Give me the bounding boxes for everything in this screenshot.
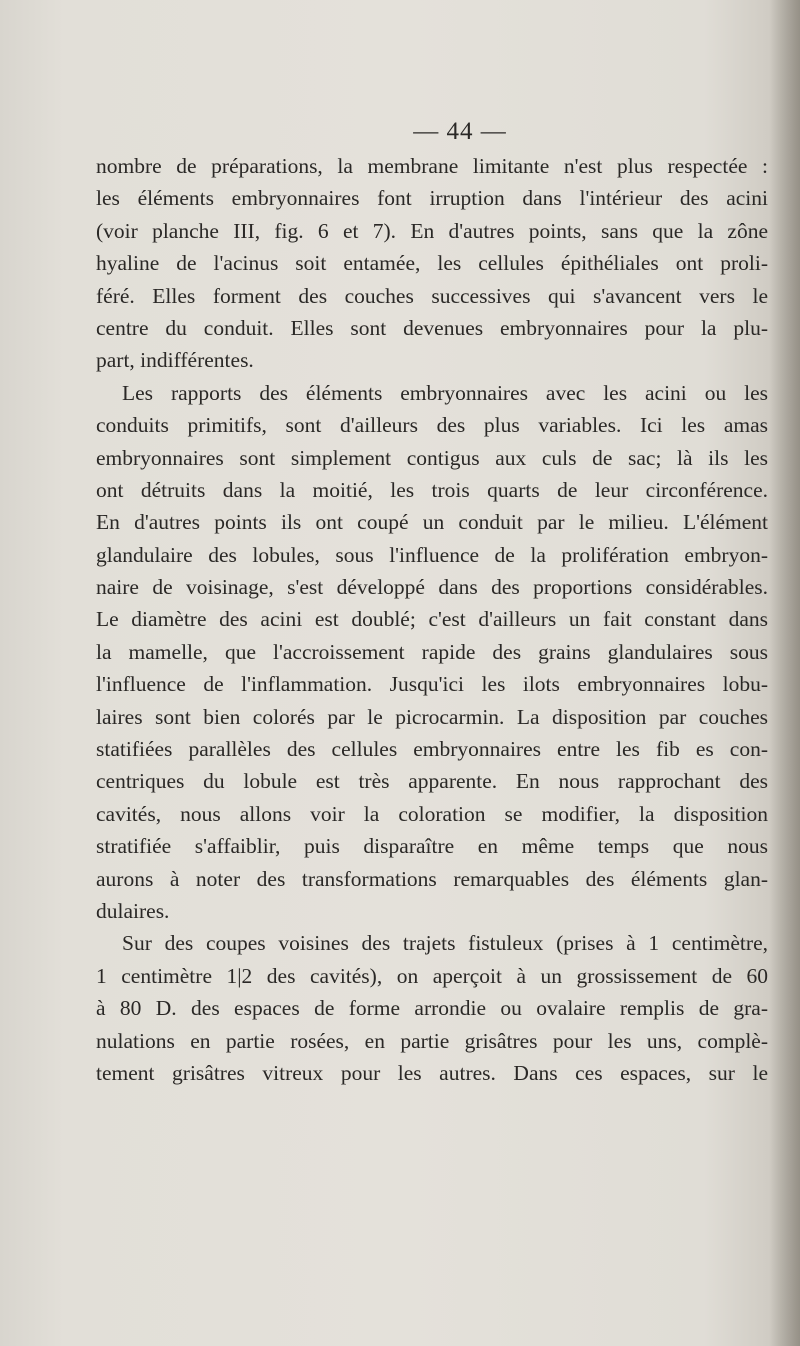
text-line: la mamelle, que l'accroissement rapide des grains glandulaires sous xyxy=(96,639,768,664)
text-line: naire de voisinage, s'est développé dans des proportions considérables. xyxy=(96,575,768,600)
text-line: l'influence de l'inflammation. Jusqu'ici les ilots embryonnaires lobu- xyxy=(96,672,768,697)
text-line: embryonnaires sont simplement contigus aux culs de sac; là ils les xyxy=(96,445,768,470)
text-line: cavités, nous allons voir la coloration se modifier, la disposition xyxy=(96,801,768,826)
text-line: tement grisâtres vitreux pour les autres. Dans ces espaces, sur le xyxy=(96,1060,768,1085)
text-line: 1 centimètre 1|2 des cavités), on aperçoit à un grossissement de 60 xyxy=(96,963,768,988)
text-line: statifiées parallèles des cellules embryonnaires entre les fib es con- xyxy=(96,737,768,762)
text-line: ont détruits dans la moitié, les trois quarts de leur circonférence. xyxy=(96,477,768,502)
text-line: féré. Elles forment des couches successives qui s'avancent vers le xyxy=(96,283,768,308)
text-line: laires sont bien colorés par le picrocarmin. La disposition par couches xyxy=(96,704,768,729)
text-line: aurons à noter des transformations remarquables des éléments glan- xyxy=(96,866,768,891)
text-line: part, indifférentes. xyxy=(96,348,254,373)
page-number: — 44 — xyxy=(413,118,507,145)
text-line: (voir planche III, fig. 6 et 7). En d'autres points, sans que la zône xyxy=(96,218,768,243)
text-line: les éléments embryonnaires font irruption dans l'intérieur des acini xyxy=(96,186,768,211)
paragraph-start: Sur des coupes voisines des trajets fistuleux (prises à 1 centimètre, xyxy=(122,931,768,956)
text-line: centriques du lobule est très apparente. En nous rapprochant des xyxy=(96,769,768,794)
text-line: Le diamètre des acini est doublé; c'est d'ailleurs un fait constant dans xyxy=(96,607,768,632)
text-line: En d'autres points ils ont coupé un conduit par le milieu. L'élément xyxy=(96,510,768,535)
text-line: hyaline de l'acinus soit entamée, les cellules épithéliales ont proli- xyxy=(96,251,768,276)
text-line: à 80 D. des espaces de forme arrondie ou ovalaire remplis de gra- xyxy=(96,996,768,1021)
text-line: dulaires. xyxy=(96,898,170,923)
body-text xyxy=(96,150,768,1089)
text-line: conduits primitifs, sont d'ailleurs des plus variables. Ici les amas xyxy=(96,413,768,438)
page-edge-shadow xyxy=(770,0,800,1346)
text-line: centre du conduit. Elles sont devenues embryonnaires pour la plu- xyxy=(96,315,768,340)
text-line: nulations en partie rosées, en partie grisâtres pour les uns, complè- xyxy=(96,1028,768,1053)
text-line: stratifiée s'affaiblir, puis disparaître en même temps que nous xyxy=(96,834,768,859)
paragraph-start: Les rapports des éléments embryonnaires avec les acini ou les xyxy=(122,380,768,405)
text-line: glandulaire des lobules, sous l'influence de la prolifération embryon- xyxy=(96,542,768,567)
text-line: nombre de préparations, la membrane limitante n'est plus respectée : xyxy=(96,154,768,178)
